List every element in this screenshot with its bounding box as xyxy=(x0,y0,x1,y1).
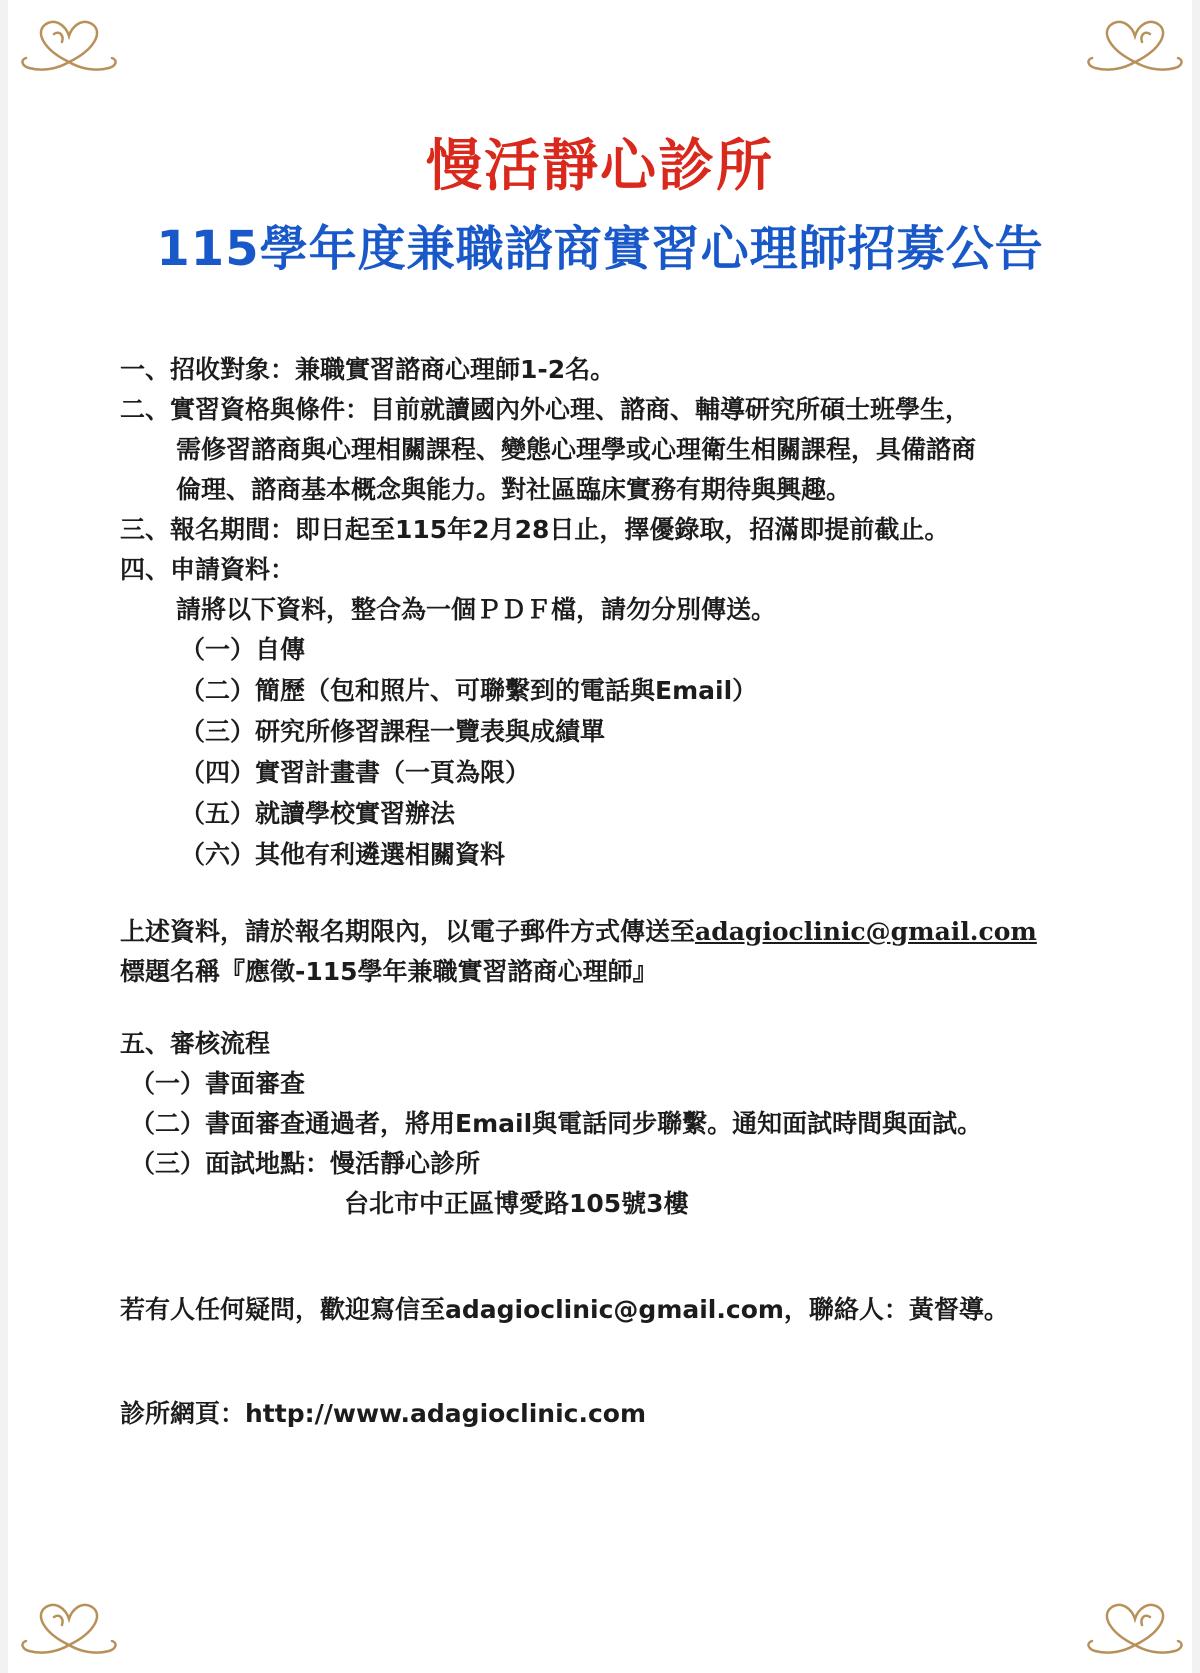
section-documents-intro: 請將以下資料，整合為一個ＰＤＦ檔，請勿分別傳送。 xyxy=(176,595,777,624)
clinic-name: 慢活靜心診所 xyxy=(426,134,774,199)
heart-flourish-icon xyxy=(1080,1593,1190,1663)
section-recruit-target: 一、招收對象：兼職實習諮商心理師1-2名。 xyxy=(120,355,616,384)
document-item: （四）實習計畫書（一頁為限） xyxy=(180,758,531,787)
section-qualifications-line2: 需修習諮商與心理相關課程、變態心理學或心理衛生相關課程，具備諮商 xyxy=(176,435,977,464)
heart-flourish-icon xyxy=(14,10,124,80)
submission-email-link[interactable]: adagioclinic@gmail.com xyxy=(695,917,1037,946)
review-step: （一）書面審查 xyxy=(130,1069,306,1098)
interview-address: 台北市中正區博愛路105號3樓 xyxy=(344,1189,689,1218)
document-item: （六）其他有利遴選相關資料 xyxy=(180,840,506,869)
heart-flourish-icon xyxy=(1080,10,1190,80)
section-documents-heading: 四、申請資料： xyxy=(120,555,296,584)
heart-flourish-icon xyxy=(14,1593,124,1663)
announcement-title: 115學年度兼職諮商實習心理師招募公告 xyxy=(156,221,1044,277)
document-item: （二）簡歷（包和照片、可聯繫到的電話與Email） xyxy=(180,676,758,705)
email-subject-line: 標題名稱『應徵-115學年兼職實習諮商心理師』 xyxy=(120,957,658,986)
document-item: （三）研究所修習課程一覽表與成績單 xyxy=(180,717,606,746)
clinic-website: 診所網頁：http://www.adagioclinic.com xyxy=(120,1399,647,1428)
submission-instruction xyxy=(120,916,1037,948)
document-item: （一）自傳 xyxy=(180,635,306,664)
section-qualifications-line3: 倫理、諮商基本概念與能力。對社區臨床實務有期待與興趣。 xyxy=(176,475,852,504)
submission-text: 上述資料，請於報名期限內，以電子郵件方式傳送至 xyxy=(120,917,696,946)
section-review-heading: 五、審核流程 xyxy=(120,1029,271,1058)
document-item: （五）就讀學校實習辦法 xyxy=(180,799,456,828)
contact-info: 若有人任何疑問，歡迎寫信至adagioclinic@gmail.com，聯絡人：黃督導。 xyxy=(120,1295,1009,1324)
review-step: （二）書面審查通過者，將用Email與電話同步聯繫。通知面試時間與面試。 xyxy=(130,1109,983,1138)
review-step: （三）面試地點：慢活靜心診所 xyxy=(130,1149,481,1178)
section-qualifications-line1: 二、實習資格與條件：目前就讀國內外心理、諮商、輔導研究所碩士班學生， xyxy=(120,395,971,424)
section-application-period: 三、報名期間：即日起至115年2月28日止，擇優錄取，招滿即提前截止。 xyxy=(120,515,950,544)
